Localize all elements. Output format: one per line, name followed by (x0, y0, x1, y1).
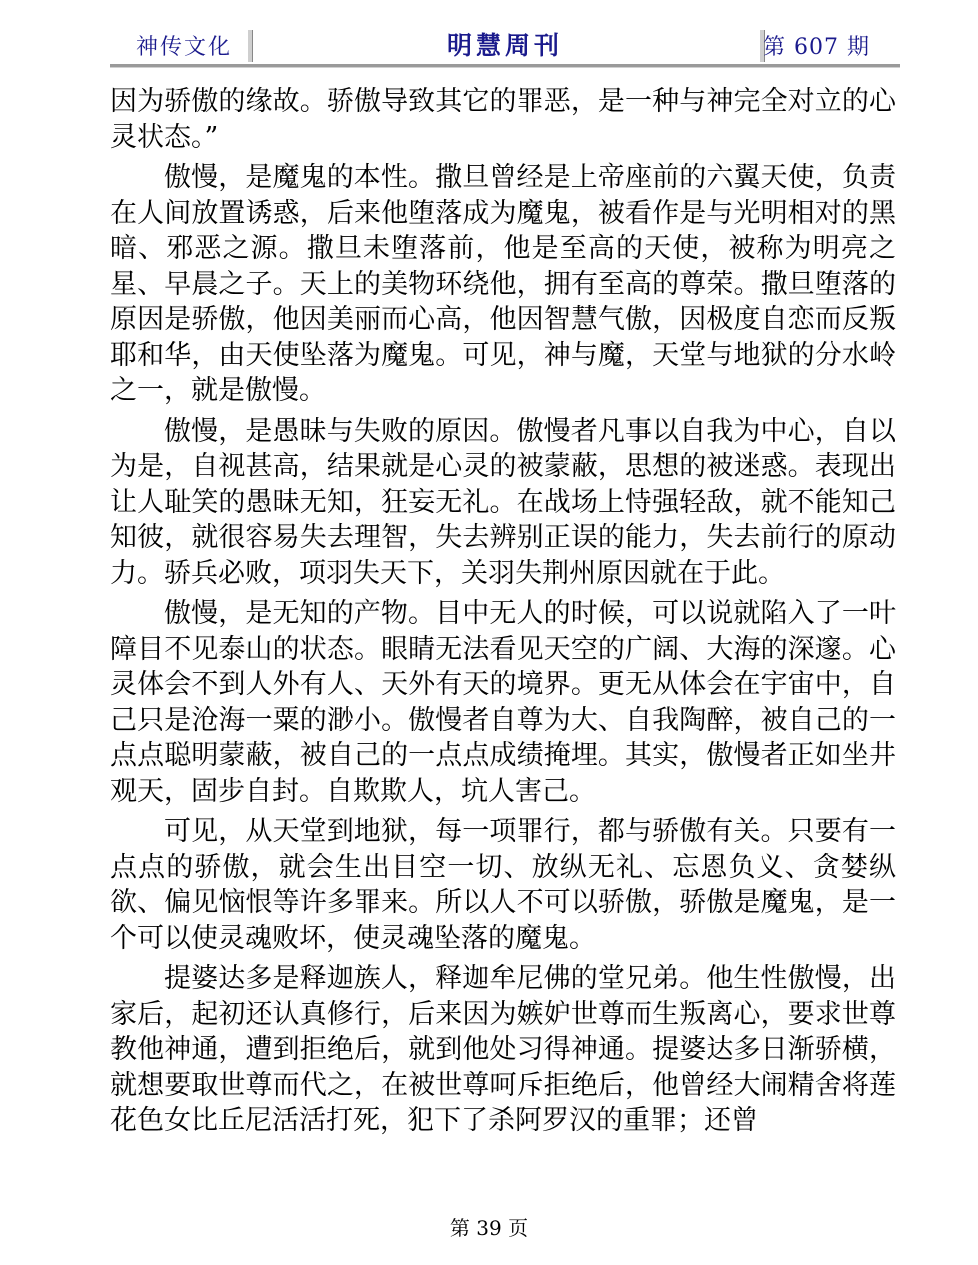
page-number: 第 39 页 (449, 1216, 529, 1240)
paragraph: 傲慢，是无知的产物。目中无人的时候，可以说就陷入了一叶障目不见泰山的状态。眼睛无法看见天空的广阔、大海的深邃。心灵体会不到人外有人、天外有天的境界。更无从体会在宇宙中，自己只是沧海一粟的渺小。傲慢者自尊为大、自我陶醉，被自己的一点点聪明蒙蔽，被自己的一点点成绩掩埋。其实，傲慢者正如坐井观天，固步自封。自欺欺人，坑人害己。 (110, 598, 896, 807)
paragraph-continued: 因为骄傲的缘故。骄傲导致其它的罪恶，是一种与神完全对立的心灵状态。” (110, 86, 896, 153)
paragraph: 傲慢，是魔鬼的本性。撒旦曾经是上帝座前的六翼天使，负责在人间放置诱惑，后来他堕落成为魔鬼，被看作是与光明相对的黑暗、邪恶之源。撒旦未堕落前，他是至高的天使，被称为明亮之星、早晨之子。天上的美物环绕他，拥有至高的尊荣。撒旦堕落的原因是骄傲，他因美丽而心高，他因智慧气傲，因极度自恋而反叛耶和华，由天使坠落为魔鬼。可见，神与魔，天堂与地狱的分水岭之一，就是傲慢。 (110, 162, 896, 406)
paragraph: 傲慢，是愚昧与失败的原因。傲慢者凡事以自我为中心，自以为是，自视甚高，结果就是心灵的被蒙蔽，思想的被迷惑。表现出让人耻笑的愚昧无知，狂妄无礼。在战场上恃强轻敌，就不能知己知彼，就很容易失去理智，失去辨别正误的能力，失去前行的原动力。骄兵必败，项羽失天下，关羽失荆州原因就在于此。 (110, 415, 896, 589)
publication-title: 明慧周刊 (446, 31, 563, 60)
section-label: 神传文化 (136, 35, 233, 60)
paragraph: 可见，从天堂到地狱，每一项罪行，都与骄傲有关。只要有一点点的骄傲，就会生出目空一切、放纵无礼、忘恩负义、贪婪纵欲、偏见恼恨等许多罪来。所以人不可以骄傲，骄傲是魔鬼，是一个可以使灵魂败坏，使灵魂坠落的魔鬼。 (110, 816, 896, 954)
page-header (110, 26, 900, 66)
paragraph: 提婆达多是释迦族人，释迦牟尼佛的堂兄弟。他生性傲慢，出家后，起初还认真修行，后来因为嫉妒世尊而生叛离心，要求世尊教他神通，遭到拒绝后，就到他处习得神通。提婆达多日渐骄横，就想要取世尊而代之，在被世尊呵斥拒绝后，他曾经大闹精舍将莲花色女比丘尼活活打死，犯下了杀阿罗汉的重罪；还曾 (110, 963, 896, 1136)
header-rule (110, 64, 900, 68)
issue-number: 第 607 期 (763, 35, 870, 60)
article-body (110, 84, 896, 1139)
